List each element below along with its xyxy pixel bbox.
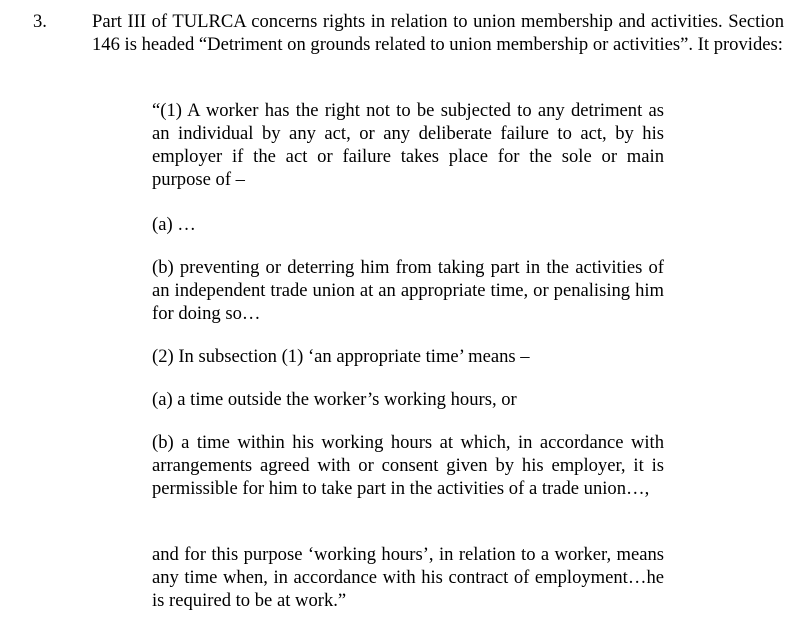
quote-subsection-2: (2) In subsection (1) ‘an appropriate time’ means –	[152, 346, 530, 367]
paragraph-number: 3.	[33, 11, 47, 32]
quote-item-2b: (b) a time within his working hours at which, in accordance with arrangements agreed with or consent given by his employer, it is permissible for him to take part in the activities of a trade union…,	[152, 432, 664, 499]
quote-item-1b: (b) preventing or deterring him from taking part in the activities of an independent trade union at an appropriate time, or penalising him for doing so…	[152, 257, 664, 324]
paragraph-lead-text: Part III of TULRCA concerns rights in relation to union membership and activities. Section 146 is headed “Detriment on grounds related to union membership or activities”. It provides:	[92, 11, 784, 55]
quote-item-1a: (a) …	[152, 214, 196, 235]
quote-item-2a: (a) a time outside the worker’s working hours, or	[152, 389, 517, 410]
quote-closing: and for this purpose ‘working hours’, in relation to a worker, means any time when, in accordance with his contract of employment…he is required to be at work.”	[152, 544, 664, 611]
quote-subsection-1: “(1) A worker has the right not to be subjected to any detriment as an individual by any act, or any deliberate failure to act, by his employer if the act or failure takes place for the sole or main purpose of –	[152, 100, 664, 190]
